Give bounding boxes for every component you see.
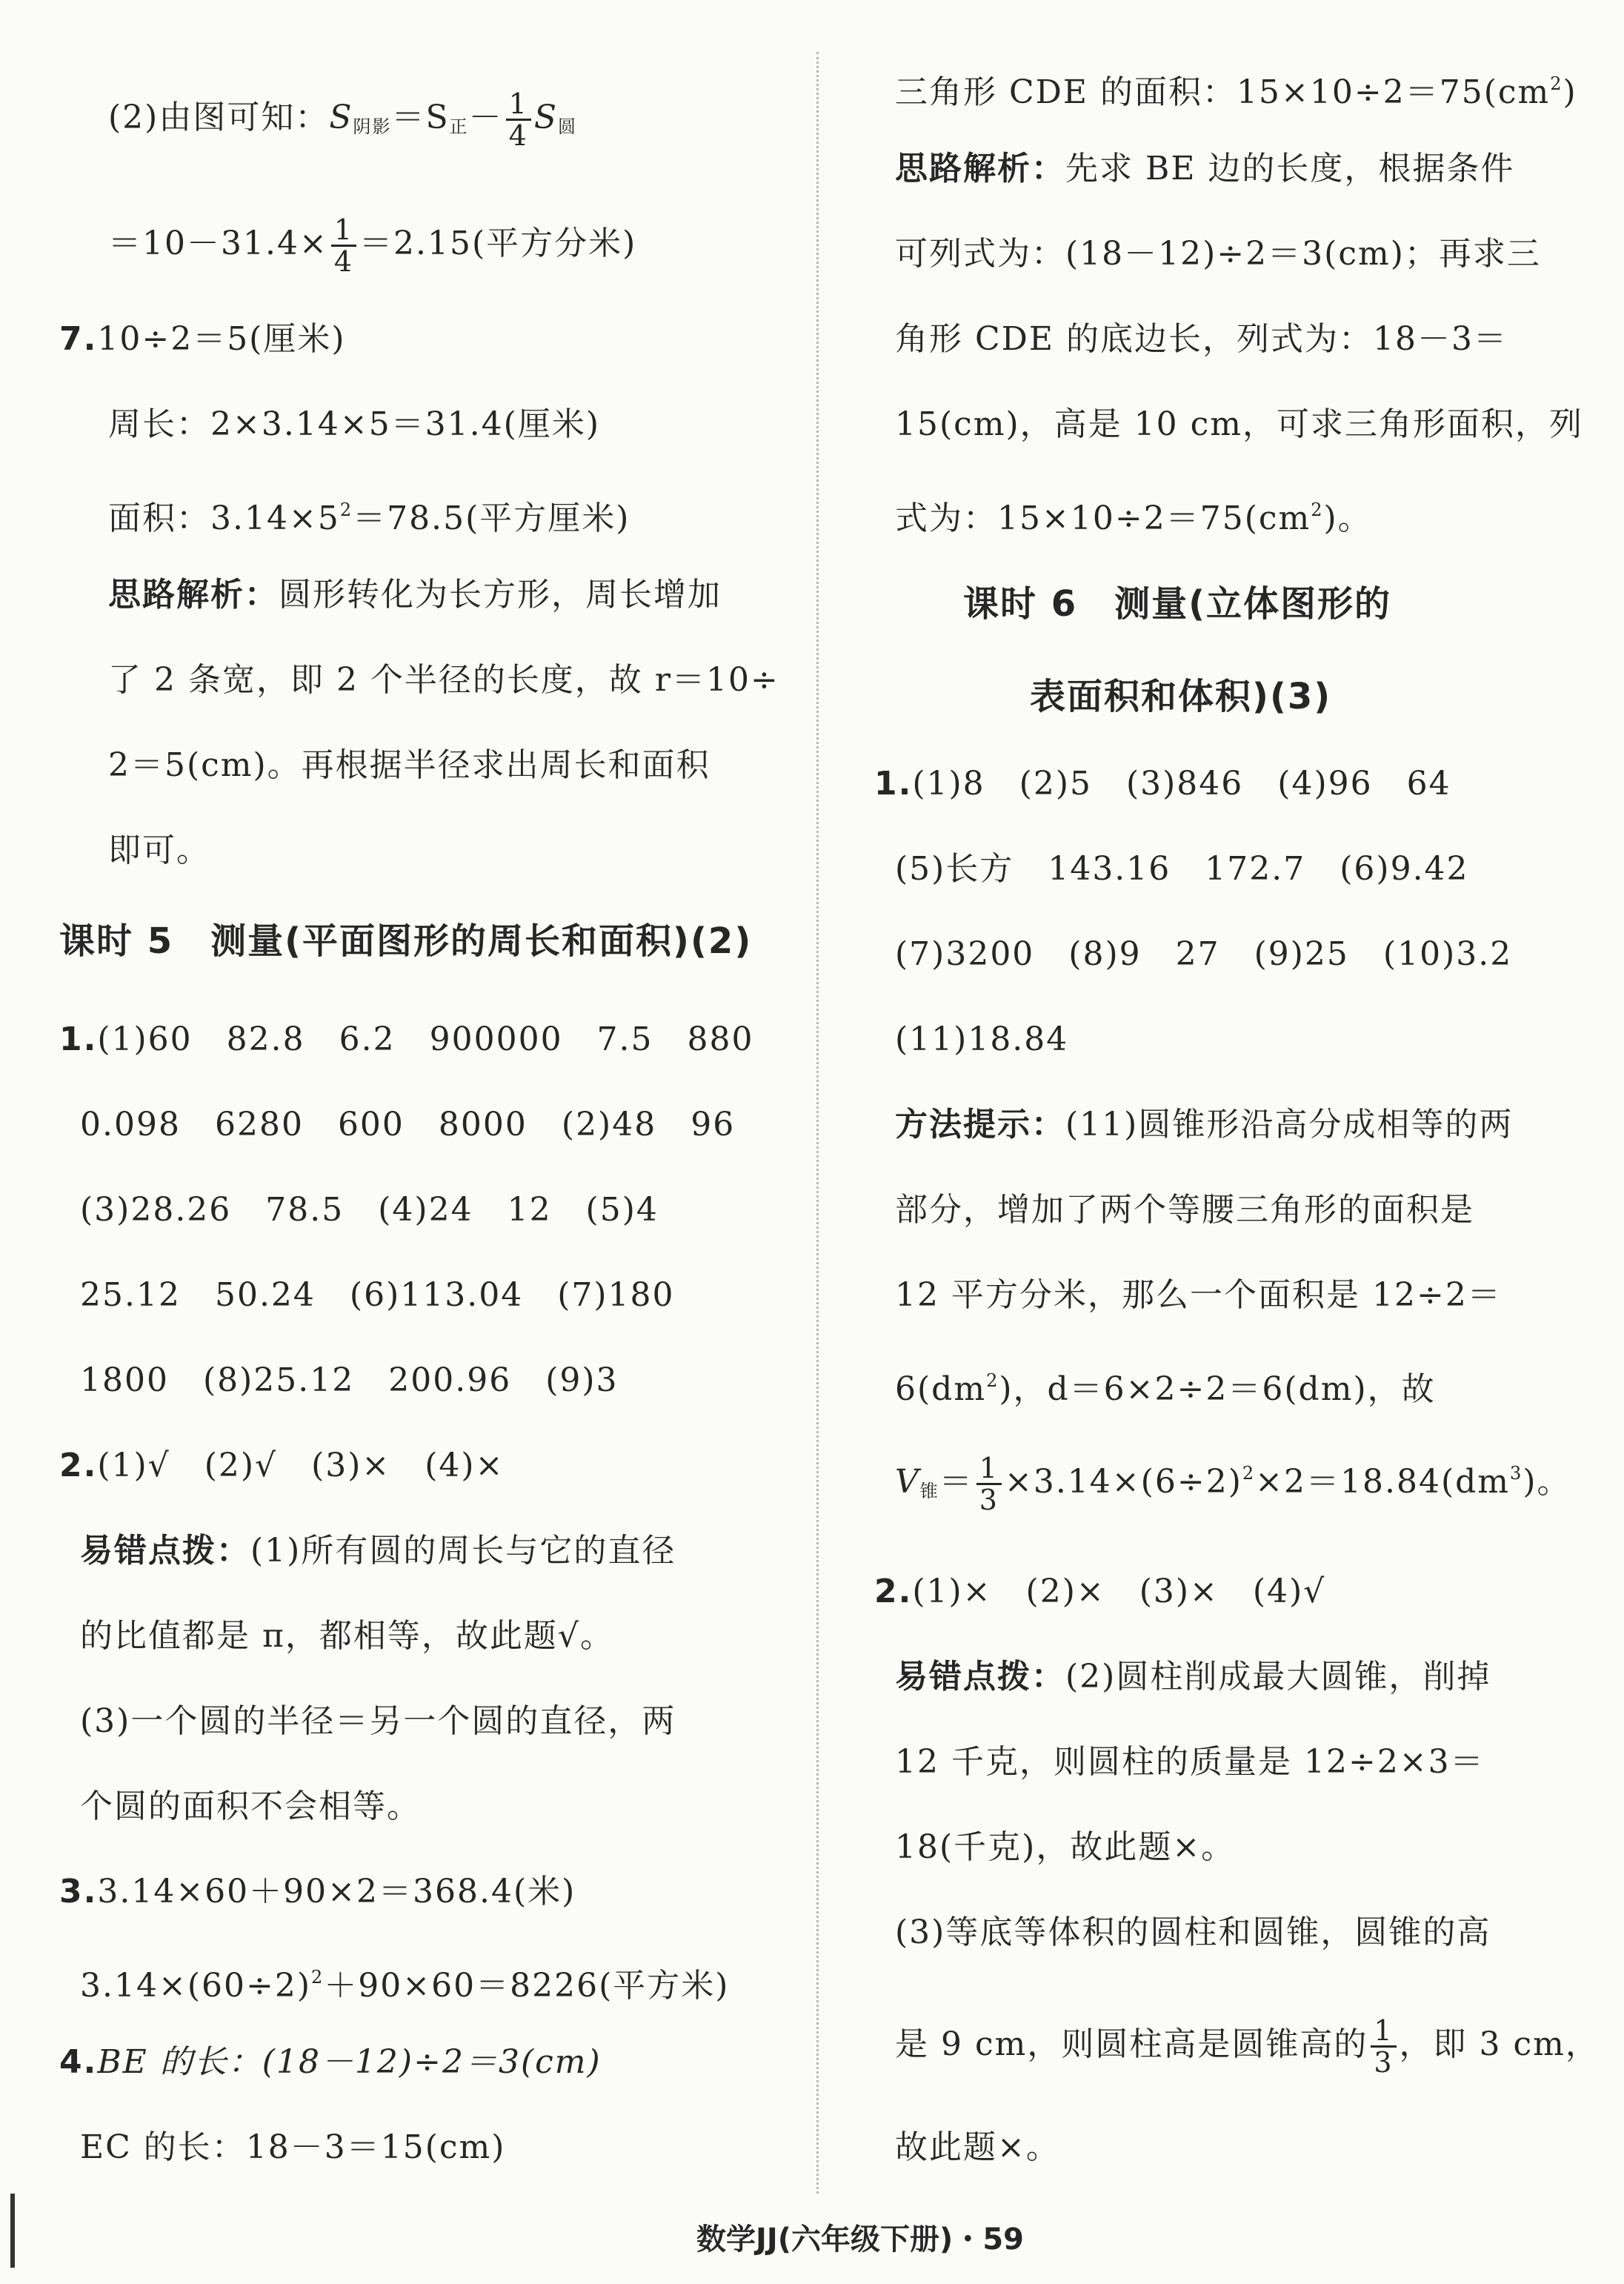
q1-line: (3)28.26 78.5 (4)24 12 (5)4 — [80, 1191, 659, 1229]
q3-line: $3.14\times(60\div 2)^2+90\times 60=8226$(平方米) — [80, 1967, 730, 2005]
question-2: 2.(1)√ (2)√ (3)× (4)× — [59, 1447, 505, 1484]
q7-perimeter: 周长：2×3.14×5＝31.4(厘米) — [108, 405, 600, 443]
right-analysis-line: 式为：$15\times 10\div 2=75(cm^2)$。 — [895, 499, 1372, 537]
q7-analysis-line: 2＝5(cm)。再根据半径求出周长和面积 — [108, 746, 710, 784]
lesson-6-heading-line2: 表面积和体积)(3) — [1030, 676, 1332, 717]
column-divider — [816, 52, 819, 2194]
r-q1-hint-line: 12 平方分米，那么一个面积是 12÷2＝ — [895, 1276, 1502, 1314]
q2-tip-line: (3)一个圆的半径＝另一个圆的直径，两 — [80, 1702, 676, 1740]
r-q1-hint: 方法提示：(11)圆锥形沿高分成相等的两 — [895, 1106, 1514, 1143]
right-question-1: 1.(1)8 (2)5 (3)846 (4)96 64 — [874, 765, 1451, 803]
q1-line: 1800 (8)25.12 200.96 (9)3 — [80, 1361, 619, 1399]
q2-tip-line: 的比值都是 π，都相等，故此题√。 — [80, 1617, 614, 1655]
right-analysis-line: 可列式为：(18－12)÷2＝3(cm)；再求三 — [895, 235, 1541, 273]
right-analysis-line: 15(cm)，高是 10 cm，可求三角形面积，列 — [895, 405, 1584, 443]
fraction: $\frac{1}{3}$ — [1371, 2016, 1396, 2077]
page-edge-mark — [10, 2194, 15, 2268]
q7-area: 面积：$3.14\times 5^2=78.5$(平方厘米) — [108, 499, 630, 537]
r-q1-line: (5)长方 143.16 172.7 (6)9.42 — [895, 850, 1469, 888]
r-q1-hint-line: $6(dm^2)$，d＝6×2÷2＝6(dm)，故 — [895, 1370, 1436, 1408]
r-q1-line: (7)3200 (8)9 27 (9)25 (10)3.2 — [895, 935, 1513, 973]
r-q1-volume: $V_锥=$ $\frac{1}{3}$ $\times 3.14\times(6\div 2)^2\times 2=18.84(dm^3)$。 — [895, 1452, 1571, 1516]
left-line-2: ＝10－31.4× $\frac{1}{4}$ ＝2.15(平方分米) — [108, 213, 637, 278]
r-q1-hint-line: 部分，增加了两个等腰三角形的面积是 — [895, 1191, 1474, 1229]
r-q2-tip-line: 18(千克)，故此题×。 — [895, 1828, 1236, 1866]
fraction: $\frac{1}{4}$ — [506, 89, 531, 150]
lesson-5-heading: 课时 5 测量(平面图形的周长和面积)(2) — [59, 920, 753, 962]
left-line-1: (2)由图可知：$S_{阴影}=S_正-$ $\frac{1}{4}$ $S_圆$ — [108, 87, 577, 152]
r-q2-tip-line: 12 千克，则圆柱的质量是 12÷2×3＝ — [895, 1743, 1485, 1781]
fraction: $\frac{1}{4}$ — [331, 215, 356, 276]
right-question-2: 2.(1)× (2)× (3)× (4)√ — [874, 1573, 1326, 1610]
r-q2-tip-line: 是 9 cm，则圆柱高是圆锥高的 $\frac{1}{3}$ ，即 3 cm， — [895, 2014, 1600, 2079]
lesson-6-heading: 课时 6 测量(立体图形的 — [963, 583, 1392, 625]
q1-line: 0.098 6280 600 8000 (2)48 96 — [80, 1106, 736, 1143]
q7-analysis: 思路解析：圆形转化为长方形，周长增加 — [108, 576, 722, 614]
r-q2-tip-line: 故此题×。 — [895, 2128, 1060, 2166]
q2-tip: 易错点拨：(1)所有圆的周长与它的直径 — [80, 1532, 676, 1570]
r-q2-tip: 易错点拨：(2)圆柱削成最大圆锥，削掉 — [895, 1658, 1491, 1696]
question-4: 4.BE 的长：(18－12)÷2＝3(cm) — [59, 2043, 602, 2081]
r-q1-line: (11)18.84 — [895, 1020, 1069, 1058]
question-1: 1.(1)60 82.8 6.2 900000 7.5 880 — [59, 1020, 754, 1058]
q4-line: EC 的长：18－3＝15(cm) — [80, 2128, 506, 2166]
q1-line: 25.12 50.24 (6)113.04 (7)180 — [80, 1276, 675, 1314]
question-7: 7.10÷2＝5(厘米) — [59, 320, 346, 358]
right-line-1: 三角形 CDE 的面积：$15\times 10\div 2=75(cm^2)$ — [895, 73, 1577, 111]
q7-analysis-line: 即可。 — [108, 831, 210, 869]
q2-tip-line: 个圆的面积不会相等。 — [80, 1787, 421, 1825]
right-analysis: 思路解析：先求 BE 边的长度，根据条件 — [895, 150, 1515, 187]
fraction: $\frac{1}{3}$ — [976, 1453, 1002, 1515]
r-q2-tip-line: (3)等底等体积的圆柱和圆锥，圆锥的高 — [895, 1913, 1491, 1951]
right-analysis-line: 角形 CDE 的底边长，列式为：18－3＝ — [895, 320, 1508, 358]
question-3: 3.3.14×60＋90×2＝368.4(米) — [59, 1873, 576, 1910]
q7-analysis-line: 了 2 条宽，即 2 个半径的长度，故 r＝10÷ — [108, 661, 779, 699]
page-footer: 数学JJ(六年级下册)・59 — [696, 2222, 1024, 2257]
